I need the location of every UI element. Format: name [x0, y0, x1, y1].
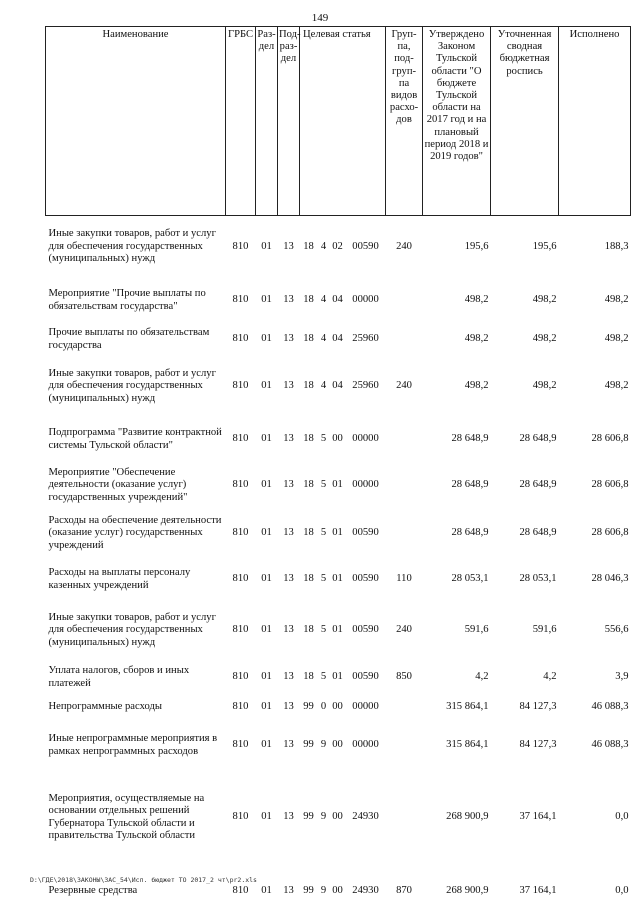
cell-executed: 556,6: [604, 624, 629, 636]
cell-d: 00590: [352, 573, 379, 585]
cell-podrazdel: 13: [283, 333, 294, 345]
cell-d: 25960: [352, 380, 379, 392]
cell-specified: 37 164,1: [519, 811, 557, 823]
cell-name: Резервные средства: [48, 885, 138, 897]
cell-razdel: 01: [261, 294, 272, 306]
cell-approved: 268 900,9: [446, 885, 489, 897]
cell-b: 4: [320, 380, 327, 392]
cell-name: Мероприятие "Обеспечение деятельности (оказание услуг) государственных учреждений": [48, 467, 188, 503]
cell-approved: 498,2: [464, 380, 489, 392]
cell-razdel: 01: [261, 701, 272, 713]
cell-executed: 46 088,3: [591, 701, 629, 713]
cell-d: 00590: [352, 624, 379, 636]
cell-a: 18: [303, 671, 314, 683]
cell-name: Расходы на обеспечение деятельности (оказание услуг) государственных учреждений: [48, 515, 222, 551]
cell-approved: 4,2: [475, 671, 489, 683]
cell-specified: 84 127,3: [519, 701, 557, 713]
cell-podrazdel: 13: [283, 240, 294, 252]
cell-a: 18: [303, 624, 314, 636]
cell-b: 4: [320, 333, 327, 345]
cell-d: 00590: [352, 240, 379, 252]
cell-c: 00: [332, 811, 343, 823]
cell-executed: 28 606,8: [591, 433, 629, 445]
cell-c: 04: [332, 294, 343, 306]
cell-approved: 28 053,1: [451, 573, 489, 585]
cell-razdel: 01: [261, 380, 272, 392]
cell-c: 01: [332, 671, 343, 683]
cell-b: 5: [320, 671, 327, 683]
cell-grbs: 810: [232, 527, 249, 539]
cell-executed: 498,2: [604, 294, 629, 306]
cell-name: Иные непрограммные мероприятия в рамках непрограммных расходов: [48, 733, 218, 757]
cell-approved: 315 864,1: [446, 701, 489, 713]
cell-name: Иные закупки товаров, работ и услуг для обеспечения государственных (муниципальных) нужд: [48, 612, 216, 648]
cell-specified: 498,2: [532, 333, 557, 345]
table-row: [46, 602, 631, 660]
cell-group: [386, 772, 423, 864]
cell-group: [386, 418, 423, 462]
cell-b: 9: [320, 885, 327, 897]
cell-group: [386, 324, 423, 356]
cell-c: 04: [332, 333, 343, 345]
cell-group: [386, 696, 423, 720]
cell-approved: 195,6: [464, 240, 489, 252]
cell-a: 18: [303, 573, 314, 585]
cell-executed: 498,2: [604, 333, 629, 345]
cell-grbs: 810: [232, 885, 249, 897]
cell-b: 9: [320, 811, 327, 823]
cell-approved: 28 648,9: [451, 479, 489, 491]
cell-a: 99: [303, 701, 314, 713]
cell-podrazdel: 13: [283, 527, 294, 539]
table-row: [46, 278, 631, 324]
cell-d: 00000: [352, 479, 379, 491]
cell-grbs: 810: [232, 479, 249, 491]
cell-group: 110: [396, 573, 412, 585]
cell-executed: 28 046,3: [591, 573, 629, 585]
cell-grbs: 810: [232, 701, 249, 713]
cell-grbs: 810: [232, 433, 249, 445]
cell-podrazdel: 13: [283, 433, 294, 445]
cell-approved: 28 648,9: [451, 527, 489, 539]
cell-grbs: 810: [232, 573, 249, 585]
cell-razdel: 01: [261, 573, 272, 585]
cell-razdel: 01: [261, 527, 272, 539]
cell-grbs: 810: [232, 671, 249, 683]
cell-d: 00000: [352, 701, 379, 713]
cell-b: 5: [320, 433, 327, 445]
cell-podrazdel: 13: [283, 671, 294, 683]
cell-podrazdel: 13: [283, 739, 294, 751]
cell-approved: 315 864,1: [446, 739, 489, 751]
cell-specified: 28 053,1: [519, 573, 557, 585]
header-name: Наименование: [46, 27, 226, 216]
table-row: [46, 696, 631, 720]
table-row: [46, 558, 631, 602]
header-target: Целевая статья: [300, 27, 386, 216]
cell-razdel: 01: [261, 624, 272, 636]
cell-specified: 28 648,9: [519, 479, 557, 491]
cell-specified: 37 164,1: [519, 885, 557, 897]
cell-b: 4: [320, 294, 327, 306]
budget-table: [45, 26, 631, 920]
cell-group: [386, 462, 423, 510]
cell-b: 0: [320, 701, 327, 713]
cell-grbs: 810: [232, 333, 249, 345]
cell-c: 00: [332, 433, 343, 445]
cell-executed: 28 606,8: [591, 527, 629, 539]
cell-executed: 188,3: [604, 240, 629, 252]
cell-razdel: 01: [261, 739, 272, 751]
cell-specified: 195,6: [532, 240, 557, 252]
cell-d: 24930: [352, 811, 379, 823]
cell-a: 18: [303, 294, 314, 306]
cell-name: Подпрограмма "Развитие контрактной системы Тульской области": [48, 427, 222, 451]
cell-approved: 498,2: [464, 294, 489, 306]
cell-group: 240: [396, 240, 412, 252]
cell-d: 00000: [352, 433, 379, 445]
table-row: [46, 510, 631, 558]
cell-c: 00: [332, 885, 343, 897]
cell-group: 240: [396, 624, 412, 636]
cell-name: Иные закупки товаров, работ и услуг для обеспечения государственных (муниципальных) нужд: [48, 228, 216, 264]
cell-a: 18: [303, 527, 314, 539]
cell-group: 240: [396, 380, 412, 392]
cell-approved: 268 900,9: [446, 811, 489, 823]
cell-b: 5: [320, 527, 327, 539]
cell-grbs: 810: [232, 624, 249, 636]
cell-razdel: 01: [261, 671, 272, 683]
cell-b: 5: [320, 573, 327, 585]
table-row: [46, 864, 631, 920]
cell-a: 18: [303, 380, 314, 392]
table-row: [46, 462, 631, 510]
file-path-footer: D:\ГДЕ\2018\ЗАКОНЫ\ЗАС_54\Исп. бюджет ТО 2017_2 чт\pr2.xls: [30, 876, 257, 884]
cell-specified: 498,2: [532, 380, 557, 392]
cell-podrazdel: 13: [283, 811, 294, 823]
table-row: [46, 216, 631, 278]
cell-executed: 46 088,3: [591, 739, 629, 751]
table-row: [46, 324, 631, 356]
header-razdel: Раз-дел: [256, 27, 278, 216]
cell-a: 99: [303, 885, 314, 897]
cell-name: Мероприятие "Прочие выплаты по обязательствам государства": [48, 288, 206, 312]
cell-group: [386, 720, 423, 772]
cell-c: 01: [332, 527, 343, 539]
cell-c: 02: [332, 240, 343, 252]
cell-d: 00590: [352, 527, 379, 539]
cell-executed: 0,0: [615, 811, 629, 823]
cell-specified: 28 648,9: [519, 433, 557, 445]
cell-b: 9: [320, 739, 327, 751]
cell-specified: 4,2: [543, 671, 557, 683]
cell-group: [386, 510, 423, 558]
cell-b: 4: [320, 240, 327, 252]
cell-podrazdel: 13: [283, 479, 294, 491]
cell-c: 01: [332, 479, 343, 491]
cell-podrazdel: 13: [283, 380, 294, 392]
cell-podrazdel: 13: [283, 701, 294, 713]
cell-razdel: 01: [261, 811, 272, 823]
header-executed: Исполнено: [559, 27, 631, 216]
cell-grbs: 810: [232, 380, 249, 392]
cell-name: Прочие выплаты по обязательствам государства: [48, 327, 210, 351]
cell-specified: 28 648,9: [519, 527, 557, 539]
cell-b: 5: [320, 624, 327, 636]
cell-a: 18: [303, 479, 314, 491]
cell-razdel: 01: [261, 333, 272, 345]
cell-podrazdel: 13: [283, 885, 294, 897]
cell-approved: 591,6: [464, 624, 489, 636]
cell-specified: 591,6: [532, 624, 557, 636]
cell-razdel: 01: [261, 240, 272, 252]
cell-c: 01: [332, 573, 343, 585]
cell-podrazdel: 13: [283, 573, 294, 585]
cell-a: 99: [303, 811, 314, 823]
table-row: [46, 356, 631, 418]
cell-grbs: 810: [232, 739, 249, 751]
cell-name: Иные закупки товаров, работ и услуг для обеспечения государственных (муниципальных) нужд: [48, 368, 216, 404]
cell-a: 18: [303, 433, 314, 445]
cell-name: Непрограммные расходы: [48, 701, 162, 713]
cell-podrazdel: 13: [283, 624, 294, 636]
cell-grbs: 810: [232, 294, 249, 306]
table-row: [46, 660, 631, 696]
cell-c: 01: [332, 624, 343, 636]
cell-d: 25960: [352, 333, 379, 345]
cell-approved: 28 648,9: [451, 433, 489, 445]
cell-c: 04: [332, 380, 343, 392]
cell-executed: 498,2: [604, 380, 629, 392]
cell-a: 18: [303, 333, 314, 345]
cell-group: [386, 278, 423, 324]
cell-name: Мероприятия, осуществляемые на основании отдельных решений Губернатора Тульской области и правительства Тульской области: [48, 793, 205, 841]
cell-specified: 498,2: [532, 294, 557, 306]
table-row: [46, 418, 631, 462]
cell-name: Уплата налогов, сборов и иных платежей: [48, 665, 190, 689]
cell-d: 00590: [352, 671, 379, 683]
cell-approved: 498,2: [464, 333, 489, 345]
header-podrazdel: Под-раз-дел: [278, 27, 300, 216]
cell-razdel: 01: [261, 479, 272, 491]
header-specified: Уточненная сводная бюджетная роспись: [491, 27, 559, 216]
cell-executed: 0,0: [615, 885, 629, 897]
table-row: [46, 772, 631, 864]
cell-executed: 28 606,8: [591, 479, 629, 491]
cell-d: 24930: [352, 885, 379, 897]
cell-grbs: 810: [232, 240, 249, 252]
cell-razdel: 01: [261, 885, 272, 897]
cell-specified: 84 127,3: [519, 739, 557, 751]
cell-d: 00000: [352, 739, 379, 751]
cell-a: 18: [303, 240, 314, 252]
header-grbs: ГРБС: [226, 27, 256, 216]
cell-b: 5: [320, 479, 327, 491]
header-group: Груп-па, под-груп-па видов расхо-дов: [386, 27, 423, 216]
header-approved: Утверждено Законом Тульской области "О бюджете Тульской области на 2017 год и на плановый период 2018 и 2019 годов": [423, 27, 491, 216]
table-row: [46, 720, 631, 772]
cell-group: 850: [396, 671, 412, 683]
cell-executed: 3,9: [615, 671, 629, 683]
page-number: 149: [311, 12, 329, 24]
cell-c: 00: [332, 739, 343, 751]
cell-c: 00: [332, 701, 343, 713]
cell-grbs: 810: [232, 811, 249, 823]
cell-podrazdel: 13: [283, 294, 294, 306]
cell-group: 870: [396, 885, 412, 897]
cell-name: Расходы на выплаты персоналу казенных учреждений: [48, 567, 191, 591]
cell-razdel: 01: [261, 433, 272, 445]
header-row: [46, 27, 631, 216]
cell-d: 00000: [352, 294, 379, 306]
cell-a: 99: [303, 739, 314, 751]
